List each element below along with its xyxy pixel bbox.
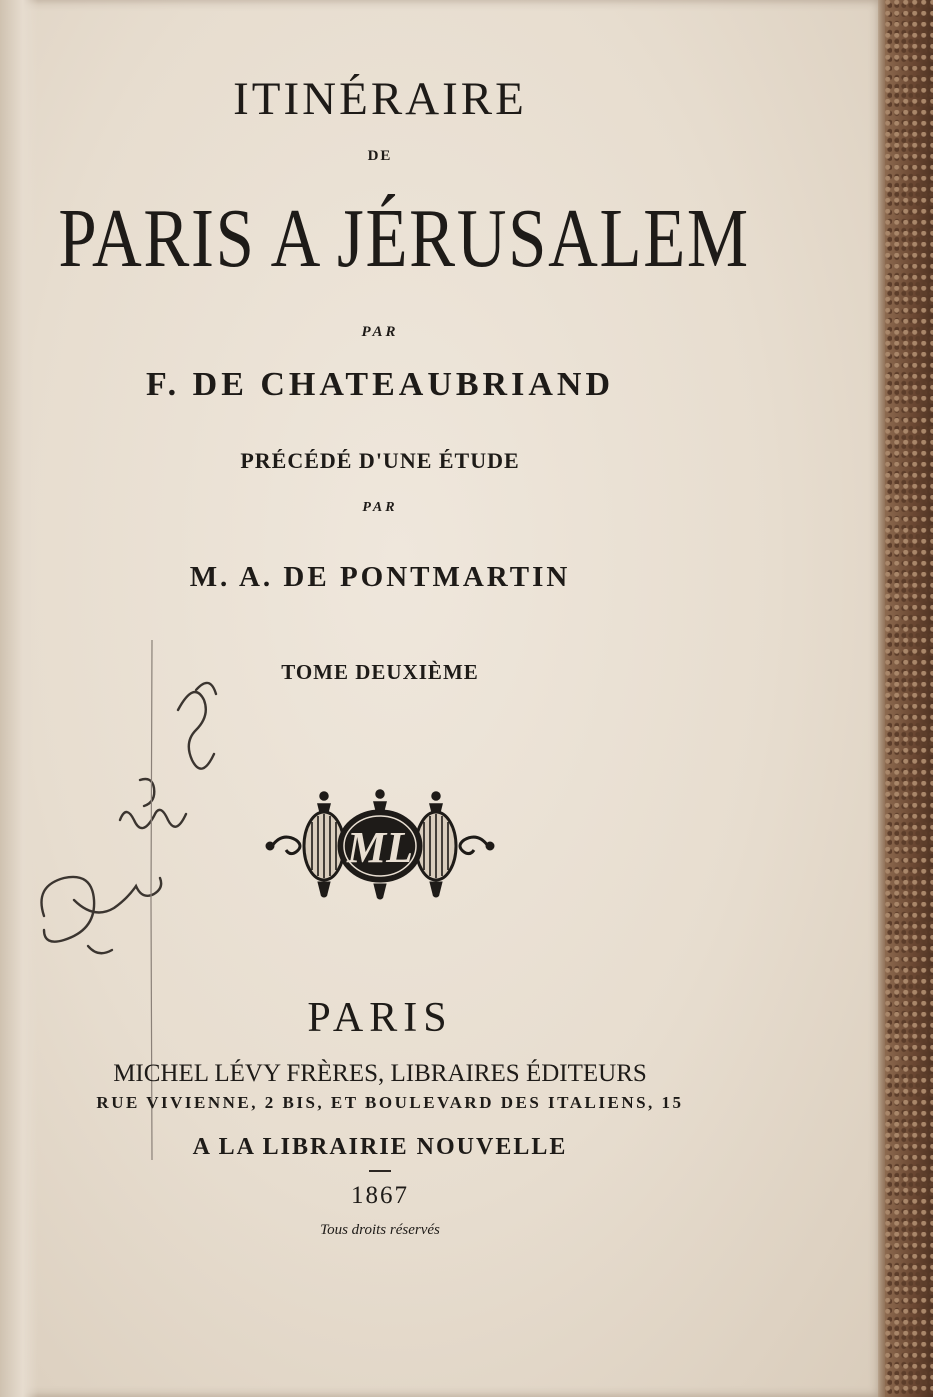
- publisher-address: RUE VIVIENNE, 2 BIS, ET BOULEVARD DES ITALIENS, 15: [96, 1093, 684, 1112]
- volume-label: TOME DEUXIÈME: [281, 660, 479, 684]
- publisher-name: MICHEL LÉVY FRÈRES, LIBRAIRES ÉDITEURS: [113, 1060, 647, 1087]
- preface-note: PRÉCÉDÉ D'UNE ÉTUDE: [240, 448, 520, 473]
- author-name: F. DE CHATEAUBRIAND: [146, 366, 614, 403]
- preface-author: M. A. DE PONTMARTIN: [189, 561, 571, 593]
- by-label-2: PAR: [362, 500, 398, 515]
- divider: [369, 1170, 391, 1172]
- imprint-city: PARIS: [307, 995, 453, 1041]
- rights-notice: Tous droits réservés: [320, 1222, 440, 1238]
- handwritten-signature-icon: [28, 650, 248, 1000]
- monogram-text: ML: [347, 823, 413, 872]
- bookshop-name: A LA LIBRAIRIE NOUVELLE: [192, 1134, 568, 1160]
- title-line-itineraire: ITINÉRAIRE: [233, 73, 527, 125]
- by-label: PAR: [361, 324, 399, 340]
- publication-year: 1867: [351, 1182, 409, 1209]
- book-spine: [885, 0, 933, 1397]
- publisher-monogram-icon: [262, 782, 498, 912]
- title-line-de: DE: [367, 148, 393, 164]
- main-title: PARIS A JÉRUSALEM: [58, 192, 750, 285]
